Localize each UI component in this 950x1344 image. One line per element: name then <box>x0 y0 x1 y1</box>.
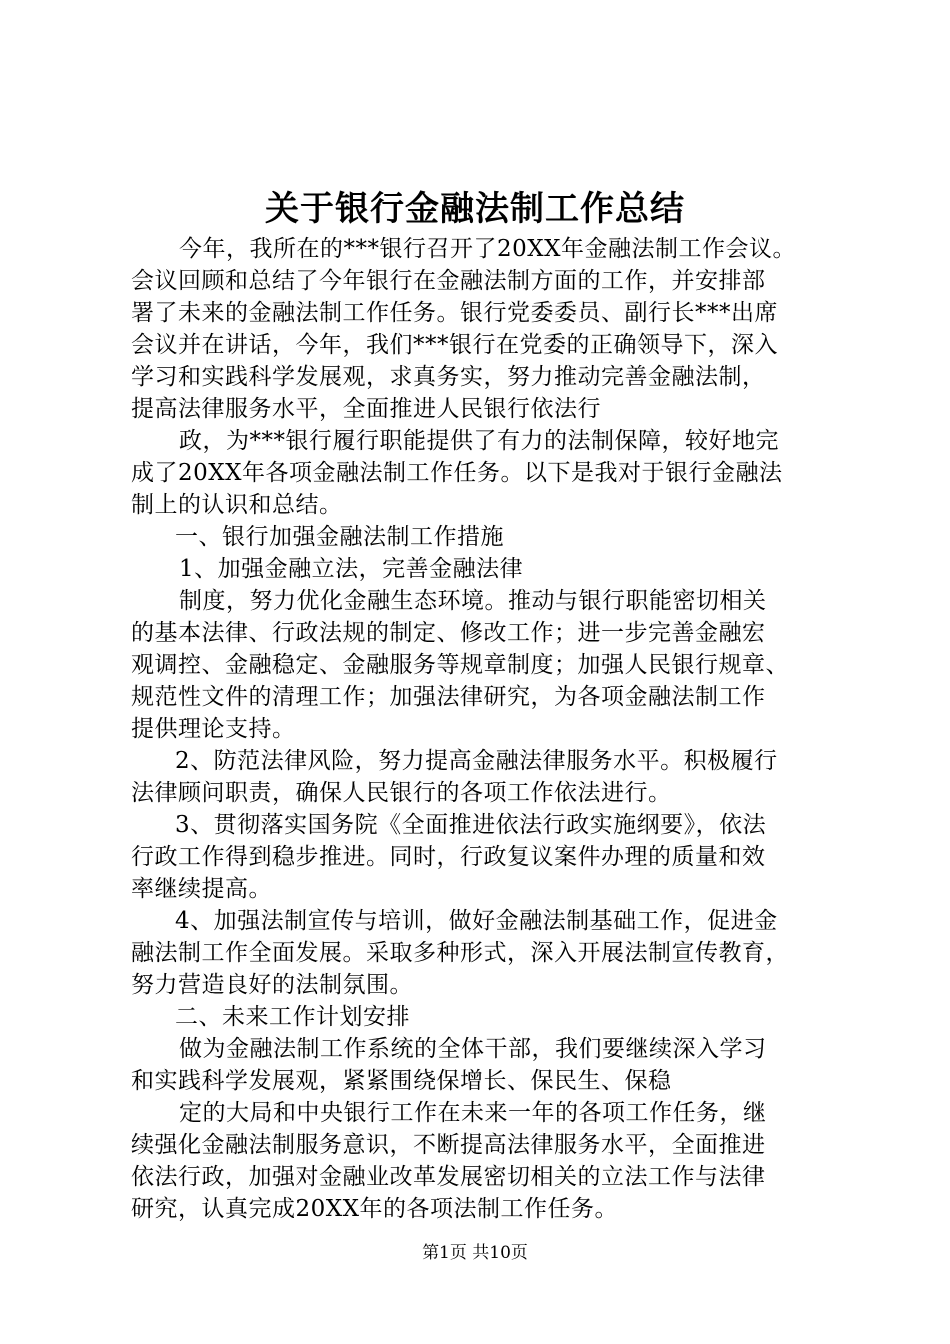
paragraph-line: 学习和实践科学发展观，求真务实，努力推动完善金融法制， <box>131 364 766 390</box>
paragraph-line: 定的大局和中央银行工作在未来一年的各项工作任务，继 <box>179 1100 767 1126</box>
paragraph-line: 成了20XX年各项金融法制工作任务。以下是我对于银行金融法 <box>131 460 783 486</box>
subsection-heading: 1、加强金融立法，完善金融法律 <box>179 556 524 582</box>
paragraph-line: 率继续提高。 <box>131 876 272 902</box>
paragraph-line: 努力营造良好的法制氛围。 <box>131 972 413 998</box>
document-title: 关于银行金融法制工作总结 <box>265 189 685 229</box>
paragraph-line: 4、加强法制宣传与培训，做好金融法制基础工作，促进金 <box>175 908 778 934</box>
paragraph-line: 研究，认真完成20XX年的各项法制工作任务。 <box>131 1196 619 1222</box>
paragraph-line: 做为金融法制工作系统的全体干部，我们要继续深入学习 <box>179 1036 767 1062</box>
paragraph-line: 行政工作得到稳步推进。同时，行政复议案件办理的质量和效 <box>131 844 766 870</box>
paragraph-line: 观调控、金融稳定、金融服务等规章制度；加强人民银行规章、 <box>131 652 789 678</box>
paragraph-line: 的基本法律、行政法规的制定、修改工作；进一步完善金融宏 <box>131 620 766 646</box>
paragraph-line: 融法制工作全面发展。采取多种形式，深入开展法制宣传教育， <box>131 940 789 966</box>
paragraph-line: 法律顾问职责，确保人民银行的各项工作依法进行。 <box>131 780 672 806</box>
paragraph-line: 提供理论支持。 <box>131 716 296 742</box>
paragraph-line: 政，为***银行履行职能提供了有力的法制保障，较好地完 <box>179 428 779 454</box>
paragraph-line: 会议并在讲话，今年，我们***银行在党委的正确领导下，深入 <box>131 332 778 358</box>
paragraph-line: 3、贯彻落实国务院《全面推进依法行政实施纲要》，依法 <box>175 812 767 838</box>
paragraph-line: 制度，努力优化金融生态环境。推动与银行职能密切相关 <box>179 588 767 614</box>
paragraph-line: 制上的认识和总结。 <box>131 492 343 518</box>
paragraph-line: 规范性文件的清理工作；加强法律研究，为各项金融法制工作 <box>131 684 766 710</box>
paragraph-line: 2、防范法律风险，努力提高金融法律服务水平。积极履行 <box>175 748 778 774</box>
paragraph-line: 和实践科学发展观，紧紧围绕保增长、保民生、保稳 <box>131 1068 672 1094</box>
paragraph-line: 提高法律服务水平，全面推进人民银行依法行 <box>131 396 601 422</box>
paragraph-line: 署了未来的金融法制工作任务。银行党委委员、副行长***出席 <box>131 300 778 326</box>
document-body <box>131 233 831 1225</box>
paragraph-line: 会议回顾和总结了今年银行在金融法制方面的工作，并安排部 <box>131 268 766 294</box>
paragraph-line: 续强化金融法制服务意识，不断提高法律服务水平，全面推进 <box>131 1132 766 1158</box>
page-footer: 第1页 共10页 <box>422 1243 528 1263</box>
paragraph-line: 依法行政，加强对金融业改革发展密切相关的立法工作与法律 <box>131 1164 766 1190</box>
paragraph-line: 今年，我所在的***银行召开了20XX年金融法制工作会议。 <box>179 236 797 262</box>
section-heading: 二、未来工作计划安排 <box>175 1004 410 1030</box>
section-heading: 一、银行加强金融法制工作措施 <box>175 524 504 550</box>
